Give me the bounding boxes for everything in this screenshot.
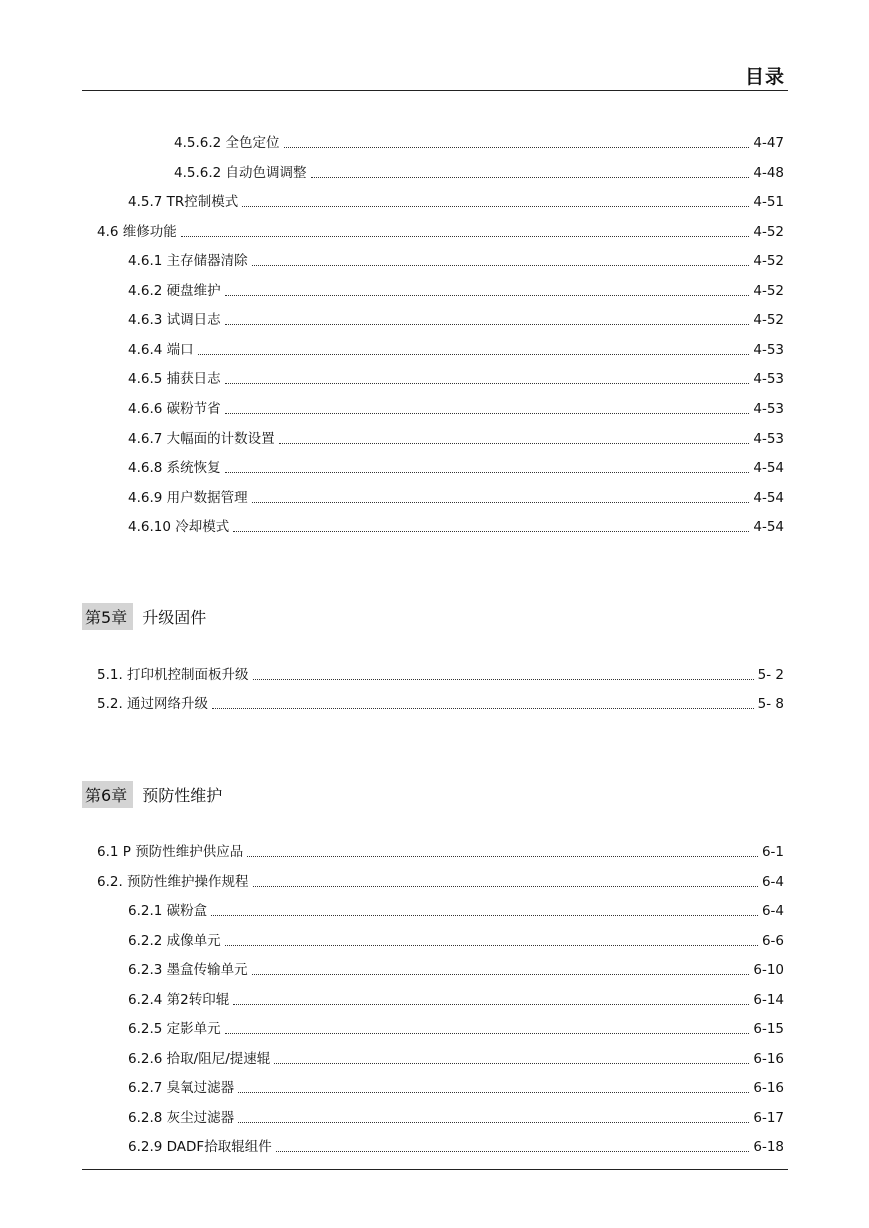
toc-entry[interactable] bbox=[128, 959, 784, 979]
toc-entry-page: 6-14 bbox=[753, 992, 784, 1008]
toc-entry[interactable] bbox=[128, 309, 784, 329]
toc-entry[interactable] bbox=[97, 693, 784, 713]
toc-entry[interactable] bbox=[128, 250, 784, 270]
toc-entry-page: 4-47 bbox=[753, 135, 784, 151]
toc-entry-page: 6-1 bbox=[761, 844, 784, 860]
toc-entry-page: 6-16 bbox=[753, 1051, 784, 1067]
chapter-title: 升级固件 bbox=[142, 607, 207, 627]
toc-entry-page: 6-10 bbox=[753, 962, 784, 978]
toc-entry-label: 4.6 维修功能 bbox=[97, 224, 177, 240]
toc-entry-label: 4.6.5 捕获日志 bbox=[128, 371, 221, 387]
toc-entry-label: 6.2.3 墨盒传输单元 bbox=[128, 962, 248, 978]
dot-leader bbox=[274, 1063, 749, 1064]
toc-entry-label: 6.2. 预防性维护操作规程 bbox=[97, 874, 249, 890]
toc-entry-label: 4.6.3 试调日志 bbox=[128, 312, 221, 328]
toc-entry-label: 4.6.4 端口 bbox=[128, 342, 194, 358]
dot-leader bbox=[311, 177, 750, 178]
toc-entry[interactable] bbox=[128, 1018, 784, 1038]
toc-entry-page: 4-53 bbox=[753, 401, 784, 417]
toc-entry-label: 5.2. 通过网络升级 bbox=[97, 696, 209, 712]
toc-entry[interactable] bbox=[128, 487, 784, 507]
toc-entry-label: 4.5.7 TR控制模式 bbox=[128, 194, 239, 210]
chapter-heading[interactable] bbox=[82, 782, 222, 806]
dot-leader bbox=[252, 974, 750, 975]
toc-entry[interactable] bbox=[128, 428, 784, 448]
toc-entry-label: 6.2.7 臭氧过滤器 bbox=[128, 1080, 235, 1096]
toc-entry-page: 4-52 bbox=[753, 224, 784, 240]
toc-entry-page: 6-18 bbox=[753, 1139, 784, 1155]
dot-leader bbox=[225, 1033, 750, 1034]
chapter-title: 预防性维护 bbox=[142, 785, 223, 805]
dot-leader bbox=[253, 679, 754, 680]
chapter-number-tag: 第5章 bbox=[82, 603, 133, 630]
toc-entry-label: 4.6.2 硬盘维护 bbox=[128, 283, 221, 299]
dot-leader bbox=[252, 502, 750, 503]
toc-entry-page: 6-4 bbox=[761, 903, 784, 919]
toc-entry-label: 4.6.10 冷却模式 bbox=[128, 519, 230, 535]
dot-leader bbox=[253, 886, 758, 887]
toc-entry[interactable] bbox=[174, 132, 784, 152]
toc-entry[interactable] bbox=[128, 1077, 784, 1097]
dot-leader bbox=[284, 147, 750, 148]
toc-entry-page: 6-16 bbox=[753, 1080, 784, 1096]
toc-entry-page: 6-15 bbox=[753, 1021, 784, 1037]
toc-entry-page: 4-54 bbox=[753, 460, 784, 476]
dot-leader bbox=[225, 413, 750, 414]
toc-entry[interactable] bbox=[128, 516, 784, 536]
toc-entry[interactable] bbox=[128, 339, 784, 359]
toc-entry[interactable] bbox=[128, 1136, 784, 1156]
toc-entry[interactable] bbox=[128, 930, 784, 950]
toc-entry[interactable] bbox=[128, 1048, 784, 1068]
toc-entry-label: 6.2.2 成像单元 bbox=[128, 933, 221, 949]
chapter-heading[interactable] bbox=[82, 604, 206, 628]
toc-entry-label: 4.6.8 系统恢复 bbox=[128, 460, 221, 476]
toc-entry-page: 5- 2 bbox=[757, 667, 784, 683]
toc-entry-page: 4-52 bbox=[753, 253, 784, 269]
toc-entry[interactable] bbox=[97, 664, 784, 684]
dot-leader bbox=[181, 236, 750, 237]
dot-leader bbox=[247, 856, 758, 857]
dot-leader bbox=[211, 915, 758, 916]
dot-leader bbox=[225, 324, 750, 325]
toc-entry-page: 4-53 bbox=[753, 342, 784, 358]
toc-entry-label: 4.5.6.2 自动色调调整 bbox=[174, 165, 307, 181]
toc-entry-label: 6.2.4 第2转印辊 bbox=[128, 992, 230, 1008]
toc-entry-page: 6-6 bbox=[761, 933, 784, 949]
toc-entry[interactable] bbox=[128, 398, 784, 418]
dot-leader bbox=[225, 383, 750, 384]
toc-entry-page: 4-53 bbox=[753, 431, 784, 447]
toc-entry-label: 4.6.9 用户数据管理 bbox=[128, 490, 248, 506]
dot-leader bbox=[276, 1151, 750, 1152]
dot-leader bbox=[225, 945, 758, 946]
dot-leader bbox=[225, 295, 750, 296]
toc-entry[interactable] bbox=[128, 191, 784, 211]
toc-entry-page: 4-52 bbox=[753, 312, 784, 328]
toc-entry-label: 4.6.7 大幅面的计数设置 bbox=[128, 431, 275, 447]
toc-entry[interactable] bbox=[97, 841, 784, 861]
toc-entry-page: 5- 8 bbox=[757, 696, 784, 712]
toc-entry-label: 6.2.9 DADF拾取辊组件 bbox=[128, 1139, 272, 1155]
toc-entry[interactable] bbox=[128, 280, 784, 300]
dot-leader bbox=[225, 472, 750, 473]
page-title: 目录 bbox=[744, 66, 785, 88]
toc-entry-label: 6.1 P 预防性维护供应品 bbox=[97, 844, 244, 860]
toc-entry-label: 6.2.5 定影单元 bbox=[128, 1021, 221, 1037]
dot-leader bbox=[252, 265, 750, 266]
toc-entry[interactable] bbox=[128, 457, 784, 477]
dot-leader bbox=[242, 206, 749, 207]
toc-entry-label: 6.2.6 拾取/阻尼/提速辊 bbox=[128, 1051, 271, 1067]
toc-entry-page: 6-4 bbox=[761, 874, 784, 890]
toc-entry-label: 6.2.8 灰尘过滤器 bbox=[128, 1110, 235, 1126]
toc-entry-label: 5.1. 打印机控制面板升级 bbox=[97, 667, 249, 683]
toc-entry-page: 6-17 bbox=[753, 1110, 784, 1126]
toc-entry-label: 4.6.6 碳粉节省 bbox=[128, 401, 221, 417]
toc-entry-label: 4.6.1 主存储器清除 bbox=[128, 253, 248, 269]
toc-entry[interactable] bbox=[128, 368, 784, 388]
toc-entry-page: 4-54 bbox=[753, 519, 784, 535]
toc-entry[interactable] bbox=[97, 871, 784, 891]
chapter-number-tag: 第6章 bbox=[82, 781, 133, 808]
dot-leader bbox=[212, 708, 754, 709]
toc-entry-page: 4-53 bbox=[753, 371, 784, 387]
dot-leader bbox=[233, 1004, 749, 1005]
toc-entry-label: 6.2.1 碳粉盒 bbox=[128, 903, 208, 919]
footer-divider bbox=[82, 1169, 788, 1170]
dot-leader bbox=[238, 1122, 749, 1123]
toc-entry-page: 4-48 bbox=[753, 165, 784, 181]
dot-leader bbox=[233, 531, 749, 532]
toc-entry-page: 4-51 bbox=[753, 194, 784, 210]
toc-entry[interactable] bbox=[128, 1107, 784, 1127]
toc-entry[interactable] bbox=[128, 989, 784, 1009]
toc-entry-page: 4-52 bbox=[753, 283, 784, 299]
dot-leader bbox=[198, 354, 750, 355]
toc-entry-page: 4-54 bbox=[753, 490, 784, 506]
toc-entry[interactable] bbox=[174, 162, 784, 182]
dot-leader bbox=[279, 443, 750, 444]
toc-entry[interactable] bbox=[128, 900, 784, 920]
header-divider bbox=[82, 90, 788, 91]
dot-leader bbox=[238, 1092, 749, 1093]
toc-entry[interactable] bbox=[97, 221, 784, 241]
toc-entry-label: 4.5.6.2 全色定位 bbox=[174, 135, 280, 151]
